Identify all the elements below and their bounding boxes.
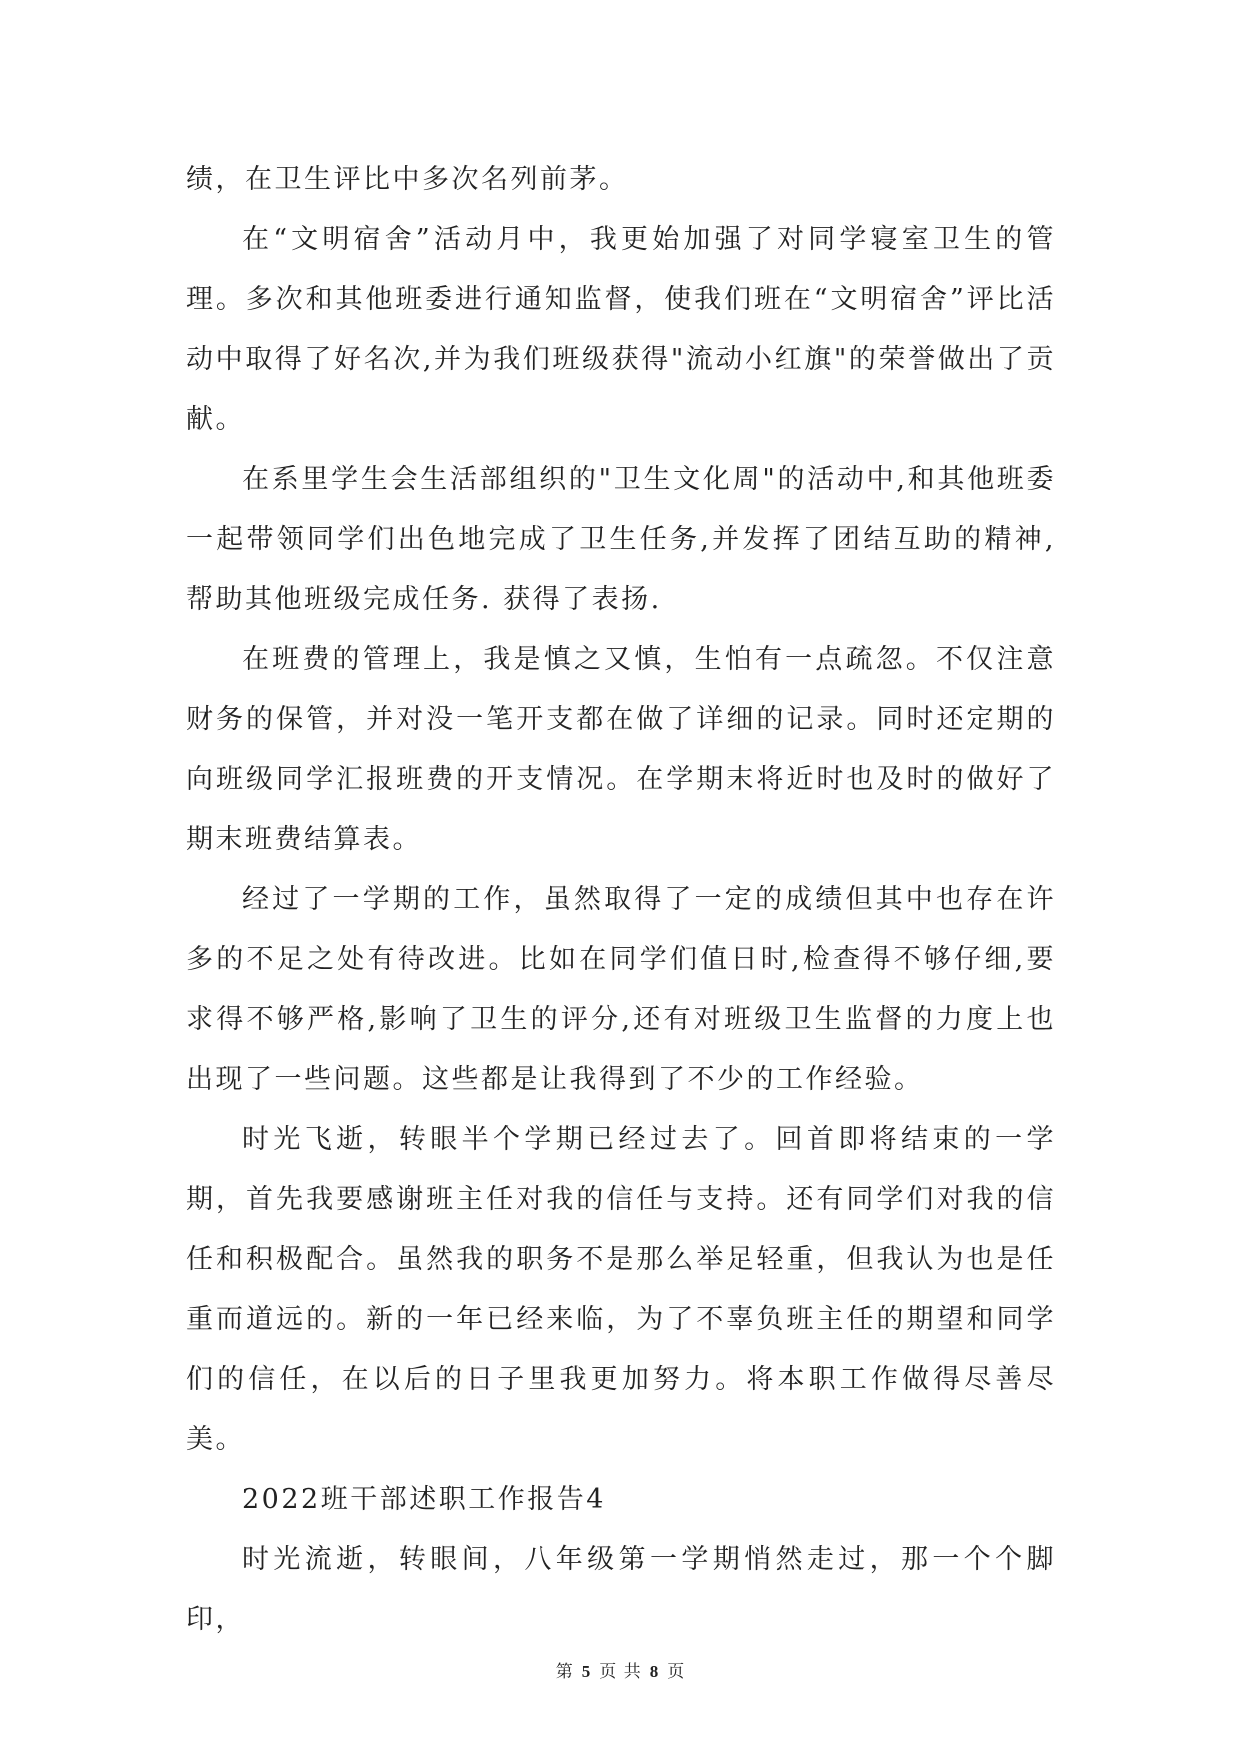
paragraph-3: 在系里学生会生活部组织的"卫生文化周"的活动中,和其他班委一起带领同学们出色地完成了卫生任务,并发挥了团结互助的精神,帮助其他班级完成任务. 获得了表扬. (186, 464, 1056, 615)
paragraph-5: 经过了一学期的工作，虽然取得了一定的成绩但其中也存在许多的不足之处有待改进。比如在同学们值日时,检查得不够仔细,要求得不够严格,影响了卫生的评分,还有对班级卫生监督的力度上也出现了一些问题。这些都是让我得到了不少的工作经验。 (186, 884, 1056, 1095)
paragraph-7: 时光流逝，转眼间，八年级第一学期悄然走过，那一个个脚印， (186, 1544, 1056, 1635)
footer-middle: 页 共 (599, 1662, 642, 1682)
footer-prefix: 第 (555, 1662, 574, 1682)
footer-total-pages: 8 (649, 1662, 660, 1681)
paragraph-6: 时光飞逝，转眼半个学期已经过去了。回首即将结束的一学期，首先我要感谢班主任对我的信任与支持。还有同学们对我的信任和积极配合。虽然我的职务不是那么举足轻重，但我认为也是任重而道远的。新的一年已经来临，为了不辜负班主任的期望和同学们的信任，在以后的日子里我更加努力。将本职工作做得尽善尽美。 (186, 1124, 1056, 1455)
page-footer (0, 1657, 1241, 1682)
footer-page-number: 5 (581, 1662, 592, 1681)
paragraph-1: 绩，在卫生评比中多次名列前茅。 (186, 164, 629, 195)
document-body (186, 150, 1056, 1650)
section-heading: 2022班干部述职工作报告4 (242, 1484, 606, 1515)
paragraph-4: 在班费的管理上，我是慎之又慎，生怕有一点疏忽。不仅注意财务的保管，并对没一笔开支都在做了详细的记录。同时还定期的向班级同学汇报班费的开支情况。在学期末将近时也及时的做好了期末班费结算表。 (186, 644, 1056, 855)
footer-suffix: 页 (667, 1662, 686, 1682)
paragraph-2: 在“文明宿舍”活动月中，我更始加强了对同学寝室卫生的管理。多次和其他班委进行通知监督，使我们班在“文明宿舍”评比活动中取得了好名次,并为我们班级获得"流动小红旗"的荣誉做出了贡献。 (186, 224, 1056, 435)
